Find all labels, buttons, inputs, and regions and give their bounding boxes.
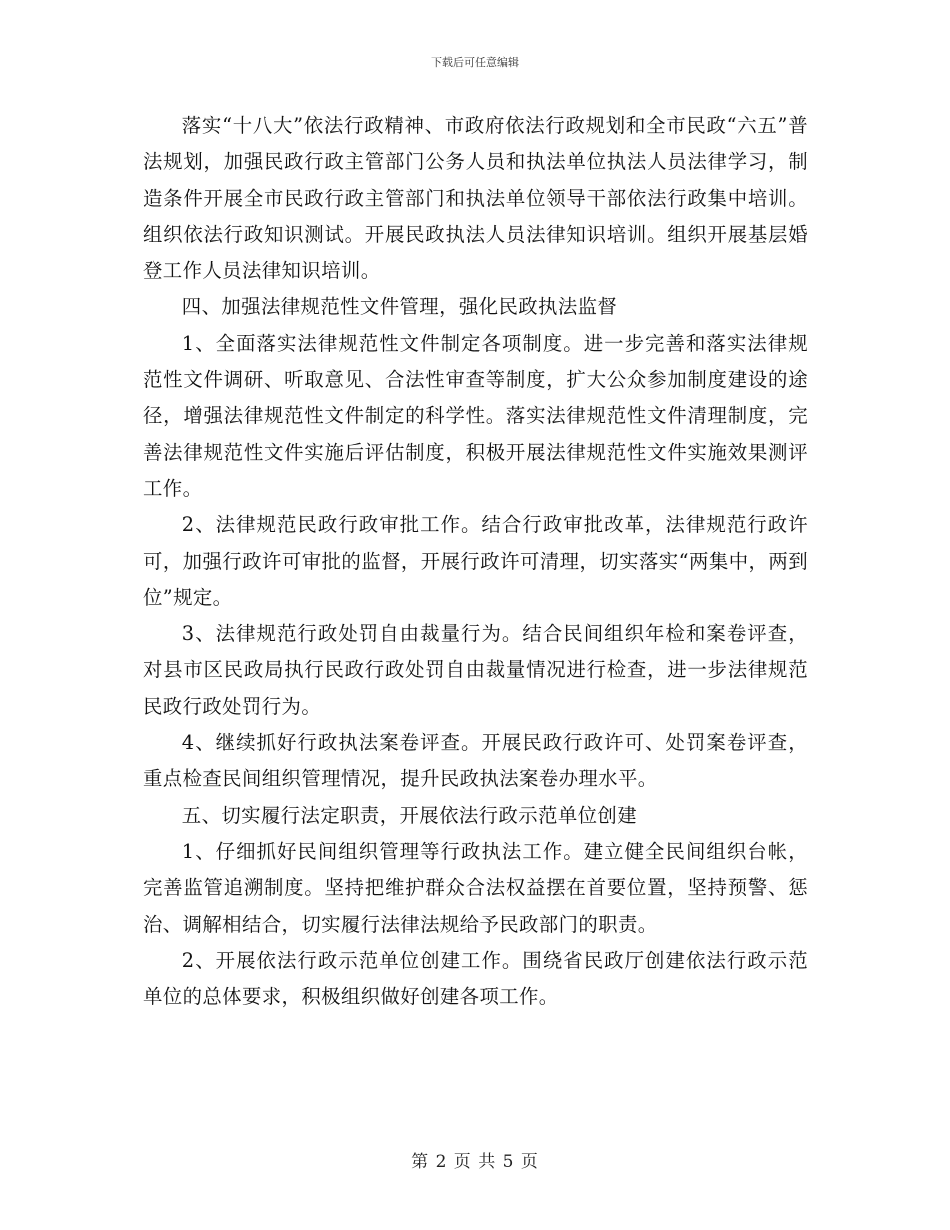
paragraph-legal-training: 落实“十八大”依法行政精神、市政府依法行政规划和全市民政“六五”普法规划，加强民政行政主管部门公务人员和执法单位执法人员法律学习，制造条件开展全市民政行政主管部门和执法单位领导干部依法行政集中培训。组织依法行政知识测试。开展民政执法人员法律知识培训。组织开展基层婚登工作人员法律知识培训。 [143,114,808,283]
paragraph-4-3: 3、法律规范行政处罚自由裁量行为。结合民间组织年检和案卷评查，对县市区民政局执行民政行政处罚自由裁量情况进行检查，进一步法律规范民政行政处罚行为。 [143,622,808,718]
page-header: 下载后可任意编辑 [431,56,519,69]
document-body [143,108,808,1015]
section-heading-5: 五、切实履行法定职责，开展依法行政示范单位创建 [181,803,637,827]
paragraph-5-2: 2、开展依法行政示范单位创建工作。围绕省民政厅创建依法行政示范单位的总体要求，积极组织做好创建各项工作。 [143,948,808,1009]
page-number: 第 2 页 共 5 页 [411,1152,539,1172]
paragraph-5-1: 1、仔细抓好民间组织管理等行政执法工作。建立健全民间组织台帐，完善监管追溯制度。坚持把维护群众合法权益摆在首要位置，坚持预警、惩治、调解相结合，切实履行法律法规给予民政部门的职责。 [143,839,808,936]
section-heading-4: 四、加强法律规范性文件管理，强化民政执法监督 [181,295,618,319]
paragraph-4-1: 1、全面落实法律规范性文件制定各项制度。进一步完善和落实法律规范性文件调研、听取意见、合法性审查等制度，扩大公众参加制度建设的途径，增强法律规范性文件制定的科学性。落实法律规范性文件清理制度，完善法律规范性文件实施后评估制度，积极开展法律规范性文件实施效果测评工作。 [143,331,808,500]
paragraph-4-4: 4、继续抓好行政执法案卷评查。开展民政行政许可、处罚案卷评查，重点检查民间组织管理情况，提升民政执法案卷办理水平。 [143,731,808,791]
paragraph-4-2: 2、法律规范民政行政审批工作。结合行政审批改革，法律规范行政许可，加强行政许可审批的监督，开展行政许可清理，切实落实“两集中，两到位”规定。 [143,513,808,609]
